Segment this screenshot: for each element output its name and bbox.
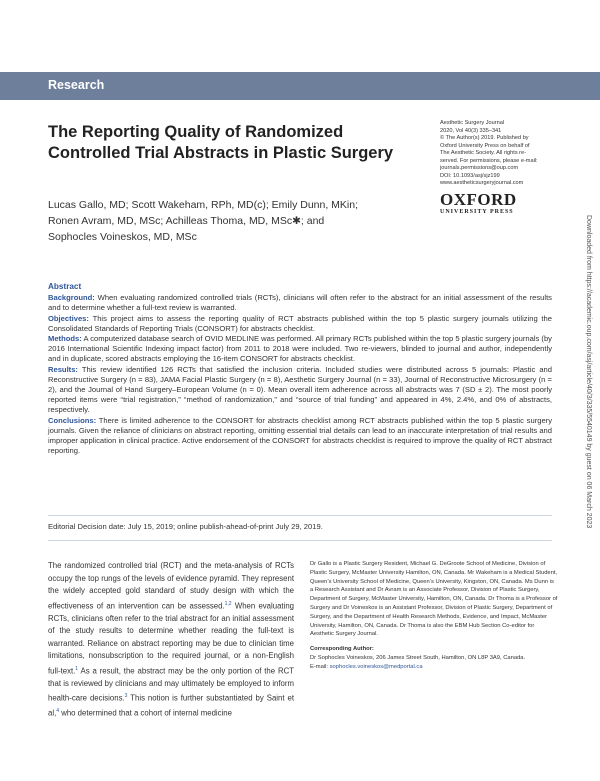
body-paragraph-part: who determined that a cohort of internal medicine bbox=[59, 708, 232, 718]
oxford-logo-subtitle: UNIVERSITY PRESS bbox=[440, 209, 514, 215]
doi[interactable]: DOI: 10.1093/asj/sjz199 bbox=[440, 172, 500, 179]
author-list: Lucas Gallo, MD; Scott Wakeham, RPh, MD(c); Emily Dunn, MKin; Ronen Avram, MD, MSc; Achilleas Thoma, MD, MSc✱; and Sophocles Voineskos, MD, MSc bbox=[48, 199, 359, 243]
objectives-label: Objectives: bbox=[48, 313, 89, 323]
abstract bbox=[48, 282, 552, 456]
email-label: E-mail: bbox=[310, 663, 330, 670]
corresponding-author-email-line bbox=[310, 663, 558, 672]
methods-text: A computerized database search of OVID MEDLINE was performed. All primary RCTs published within the top 5 plastic surgery journals (by 2016 International Scientific Indexing impact factor) from 2011 to 2018 were included. Two re-viewers, blinded to journal and author, independently and in duplicate, scored abstracts employing the 16-item CONSORT for abstracts checklist. bbox=[48, 334, 552, 364]
oxford-logo: OXFORD bbox=[440, 190, 517, 209]
objectives-text: This project aims to assess the reporting quality of RCT abstracts published within the top 5 plastic surgery journals utilizing the Consolidated Standards of Reporting Trials (CONSORT) for abstracts checklist. bbox=[48, 313, 552, 333]
abstract-methods bbox=[48, 334, 552, 365]
journal-info bbox=[440, 120, 570, 188]
abstract-results bbox=[48, 365, 552, 416]
permissions-email[interactable]: journals.permissions@oup.com bbox=[440, 165, 519, 171]
abstract-background bbox=[48, 293, 552, 313]
editorial-decision: Editorial Decision date: July 15, 2019; online publish-ahead-of-print July 29, 2019. bbox=[48, 522, 323, 531]
email-link[interactable]: sophocles.voineskos@medportal.ca bbox=[329, 663, 423, 670]
abstract-conclusions bbox=[48, 416, 552, 457]
corresponding-author-address: Dr Sophocles Voineskos, 206 James Street South, Hamilton, ON L8P 3A9, Canada. bbox=[310, 654, 526, 661]
conclusions-label: Conclusions: bbox=[48, 415, 97, 425]
publisher-line: Oxford University Press on behalf of bbox=[440, 142, 530, 149]
abstract-heading: Abstract bbox=[48, 282, 82, 291]
citation-link[interactable]: 1,2 bbox=[224, 600, 232, 607]
section-label: Research bbox=[48, 78, 105, 92]
background-text: When evaluating randomized controlled trials (RCTs), clinicians will often refer to the abstract for an initial assessment of the results and to determine whether a full-text review is warranted. bbox=[48, 293, 552, 313]
methods-label: Methods: bbox=[48, 334, 82, 344]
body-paragraph-part: As a result, the abstract may be the only portion of the RCT that is reviewed by clinicians and may ultimately be employed to inform health-care decisions. bbox=[48, 666, 294, 703]
results-label: Results: bbox=[48, 364, 78, 374]
body-text bbox=[48, 560, 294, 720]
body-paragraph-part: This notion is further substantiated by Saint et al, bbox=[48, 693, 294, 718]
body-paragraph-part: When evaluating RCTs, clinicians often refer to the trial abstract for an initial assessment of the study results to determine whether reading the full-text is warranted. Reliance on abstract reporting may be due to clinician time limitations, nonsubscription to the required journal, or a non-English full-text. bbox=[48, 601, 294, 676]
journal-volume: 2020, Vol 40(3) 335–341 bbox=[440, 127, 502, 134]
download-note bbox=[583, 215, 593, 529]
download-note-text: Downloaded from https://academic.oup.com/asj/article/40/3/335/5540149 by guest on 06 March 2023 bbox=[585, 215, 592, 529]
affiliation-text: Dr Gallo is a Plastic Surgery Resident, Michael G. DeGroote School of Medicine, Division of Plastic Surgery, McMaster University Hamilton, ON, Canada. Mr Wakeham is a Medical Student, Queen’s University School of Medicine, Queen’s University, Kingston, ON, Canada. Ms Dunn is a Research Assistant and Dr Avram is an Associate Professor, Division of Plastic Surgery, Department of Surgery, McMaster University, Hamilton, ON, Canada. Dr Thoma is a Professor of Surgery and Dr Voineskos is an Assistant Professor, Division of Plastic Surgery, Department of Surgery, and the Department of Health Research Methods, Evidence, and Impact, McMaster University, Hamilton, ON, Canada. Dr Thoma is also the EBM Hub Section Co-editor for Aesthetic Surgery Journal. bbox=[310, 561, 558, 638]
divider bbox=[48, 540, 552, 541]
citation-link[interactable]: 4 bbox=[56, 708, 60, 715]
affiliations bbox=[310, 560, 558, 672]
divider bbox=[48, 515, 552, 516]
background-label: Background: bbox=[48, 293, 95, 303]
body-paragraph-part: The randomized controlled trial (RCT) and the meta-analysis of RCTs occupy the top rungs of the levels of evidence pyramid. They represent the widely accepted gold standard of study design with which the effectiveness of an intervention can be assessed. bbox=[48, 561, 294, 611]
permissions-line: served. For permissions, please e-mail: bbox=[440, 157, 538, 164]
citation-link[interactable]: 1 bbox=[75, 665, 79, 672]
society-line: The Aesthetic Society. All rights re- bbox=[440, 150, 527, 156]
abstract-objectives bbox=[48, 314, 552, 334]
journal-name: Aesthetic Surgery Journal bbox=[440, 120, 505, 126]
article-title: The Reporting Quality of Randomized Controlled Trial Abstracts in Plastic Surgery bbox=[48, 123, 394, 162]
journal-website[interactable]: www.aestheticsurgeryjournal.com bbox=[440, 180, 524, 186]
copyright-line: © The Author(s) 2019. Published by bbox=[440, 135, 529, 141]
corresponding-author-heading: Corresponding Author: bbox=[310, 646, 374, 653]
citation-link[interactable]: 3 bbox=[124, 693, 128, 700]
conclusions-text: There is limited adherence to the CONSORT for abstracts checklist among RCT abstracts published within the top 5 plastic surgery journals. Given the reliance of clinicians on abstract reporting, omitting essential trial details can lead to an inaccurate interpretation of trial results and improper application in clinical practice. Active endorsement of the CONSORT for abstracts checklist is required to improve the quality of RCT abstract reporting. bbox=[48, 415, 552, 456]
results-text: This review identified 126 RCTs that satisfied the inclusion criteria. Included studies were distributed across 5 journals: Plastic and Reconstructive Surgery (n = 83), JAMA Facial Plastic Surgery (n = 8), Aesthetic Surgery Journal (n = 33), Journal of Reconstructive Microsurgery (n = 2), and the Journal of Hand Surgery–European Volume (n = 0). Mean overall item adherence across all abstracts was 7 (SD ± 2). The most poorly reported items were “trial registration,” “method of randomization,” and “source of trial funding” and appeared in 4%, 2.4%, and 0% of abstracts, respectively. bbox=[48, 364, 552, 415]
